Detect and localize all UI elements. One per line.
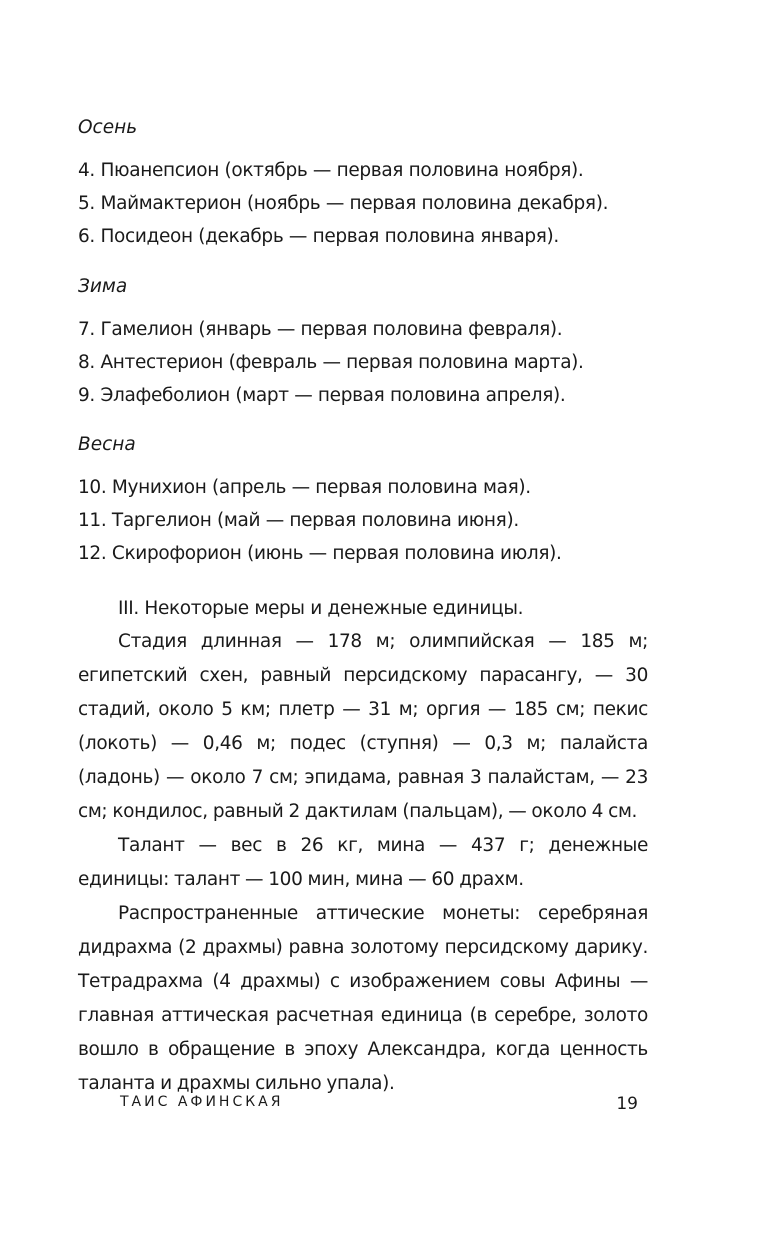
measures-section [78,592,648,1101]
month-item: 11. Таргелион (май — первая половина июня). [78,510,519,531]
month-list-winter [78,313,648,412]
month-item: 8. Антестерион (февраль — первая половина марта). [78,352,584,373]
month-list-spring [78,471,648,570]
running-footer-title: ТАИС АФИНСКАЯ [120,1094,284,1110]
month-item: 9. Элафеболион (март — первая половина апреля). [78,385,566,406]
month-item: 6. Посидеон (декабрь — первая половина января). [78,226,559,247]
season-block-winter [78,275,648,299]
month-item: 10. Мунихион (апрель — первая половина мая). [78,477,531,498]
month-list-autumn [78,154,648,253]
month-item: 7. Гамелион (январь — первая половина февраля). [78,319,563,340]
season-block-autumn [78,116,648,140]
season-block-spring [78,433,648,457]
month-item: 5. Маймактерион (ноябрь — первая половина декабря). [78,193,609,214]
paragraph-coins: Распространенные аттические монеты: серебряная дидрахма (2 драхмы) равна золотому персидскому дарику. Тетрадрахма (4 драхмы) с изображением совы Афины — главная аттическая расчетная единица (в серебре, золото вошло в обращение в эпоху Александра, когда ценность таланта и драхмы сильно упала). [78,903,648,1094]
month-item: 12. Скирофорион (июнь — первая половина июля). [78,543,562,564]
section-title: III. Некоторые меры и денежные единицы. [118,598,524,619]
paragraph-length-measures: Стадия длинная — 178 м; олимпийская — 185 м; египетский схен, равный персидскому парасангу, — 30 стадий, около 5 км; плетр — 31 м; оргия — 185 см; пекис (локоть) — 0,46 м; подес (ступня) — 0,3 м; палайста (ладонь) — около 7 см; эпидама, равная 3 палайстам, — 23 см; кондилос, равный 2 дактилам (пальцам), — около 4 см. [78,631,648,822]
season-heading: Осень [78,117,138,138]
page-number: 19 [616,1094,638,1114]
month-item: 4. Пюанепсион (октябрь — первая половина ноября). [78,160,584,181]
paragraph-weight-money: Талант — вес в 26 кг, мина — 437 г; денежные единицы: талант — 100 мин, мина — 60 драхм. [78,835,648,890]
season-heading: Весна [78,434,136,455]
season-heading: Зима [78,276,128,297]
